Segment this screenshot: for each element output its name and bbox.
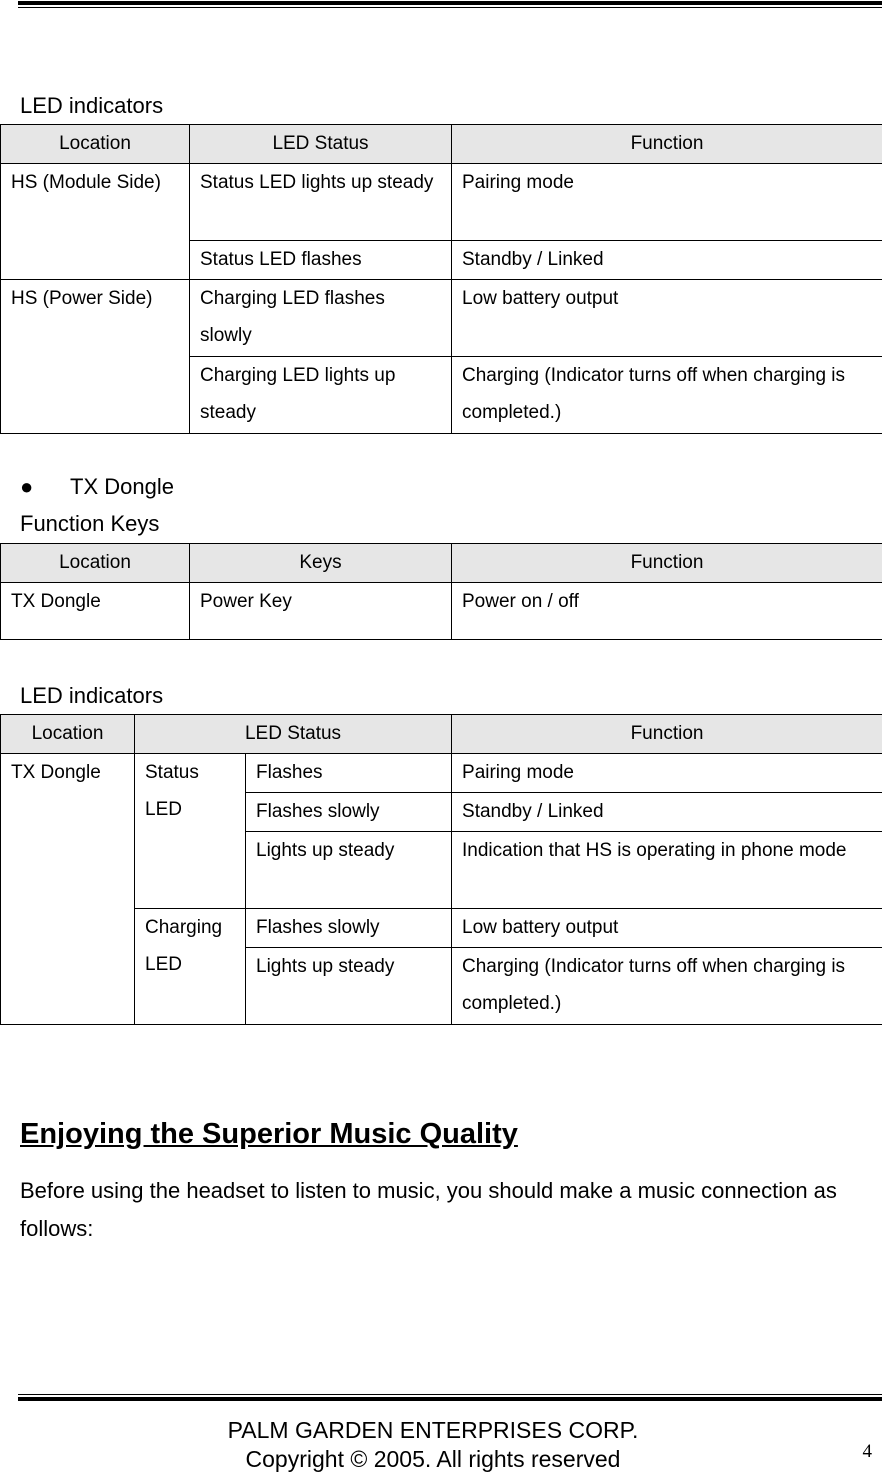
location-cell: TX Dongle [1, 583, 190, 640]
function-cell: Pairing mode [452, 164, 882, 241]
page-number: 4 [862, 1441, 872, 1462]
table-header-row [1, 125, 882, 164]
column-header-function: Function [452, 544, 882, 583]
table-header-row [1, 544, 882, 583]
function-keys-table [0, 543, 882, 640]
function-cell: Low battery output [452, 280, 882, 357]
footer-copyright: Copyright © 2005. All rights reserved [245, 1446, 621, 1472]
led-indicators-heading: LED indicators [20, 683, 164, 708]
led-status-cell: Charging LED flashes slowly [190, 280, 452, 357]
function-cell: Standby / Linked [452, 793, 882, 832]
led-state-cell: Flashes slowly [246, 909, 452, 948]
column-header-keys: Keys [190, 544, 452, 583]
section-title: Enjoying the Superior Music Quality [20, 1118, 518, 1150]
location-cell: HS (Module Side) [1, 164, 190, 280]
dongle-led-table [0, 714, 882, 1025]
function-keys-heading: Function Keys [20, 511, 160, 536]
function-cell: Indication that HS is operating in phone mode [452, 832, 882, 909]
column-header-function: Function [452, 125, 882, 164]
table-header-row [1, 715, 882, 754]
column-header-location: Location [1, 544, 190, 583]
function-cell: Low battery output [452, 909, 882, 948]
table-row [1, 164, 882, 241]
function-cell: Pairing mode [452, 754, 882, 793]
led-status-cell: Charging LED lights up steady [190, 357, 452, 434]
led-type-cell: Status LED [135, 754, 246, 909]
table-row [1, 280, 882, 357]
table-row [1, 583, 882, 640]
function-cell: Charging (Indicator turns off when charging is completed.) [452, 948, 882, 1025]
led-state-cell: Lights up steady [246, 832, 452, 909]
led-status-cell: Status LED flashes [190, 241, 452, 280]
bullet-icon: ● [20, 474, 34, 499]
column-header-location: Location [1, 125, 190, 164]
location-cell: TX Dongle [1, 754, 135, 1025]
headset-led-table [0, 124, 882, 434]
tx-dongle-label: TX Dongle [70, 474, 174, 499]
led-state-cell: Lights up steady [246, 948, 452, 1025]
led-state-cell: Flashes slowly [246, 793, 452, 832]
led-type-cell: Charging LED [135, 909, 246, 1025]
led-status-cell: Status LED lights up steady [190, 164, 452, 241]
column-header-led-status: LED Status [190, 125, 452, 164]
led-indicators-heading: LED indicators [20, 93, 164, 118]
location-cell: HS (Power Side) [1, 280, 190, 434]
function-cell: Standby / Linked [452, 241, 882, 280]
column-header-function: Function [452, 715, 882, 754]
table-row [1, 754, 882, 793]
body-paragraph: Before using the headset to listen to music, you should make a music connection as follows: [20, 1178, 837, 1241]
function-cell: Power on / off [452, 583, 882, 640]
key-cell: Power Key [190, 583, 452, 640]
function-cell: Charging (Indicator turns off when charging is completed.) [452, 357, 882, 434]
column-header-location: Location [1, 715, 135, 754]
footer-company: PALM GARDEN ENTERPRISES CORP. [227, 1417, 639, 1443]
column-header-led-status: LED Status [135, 715, 452, 754]
led-state-cell: Flashes [246, 754, 452, 793]
